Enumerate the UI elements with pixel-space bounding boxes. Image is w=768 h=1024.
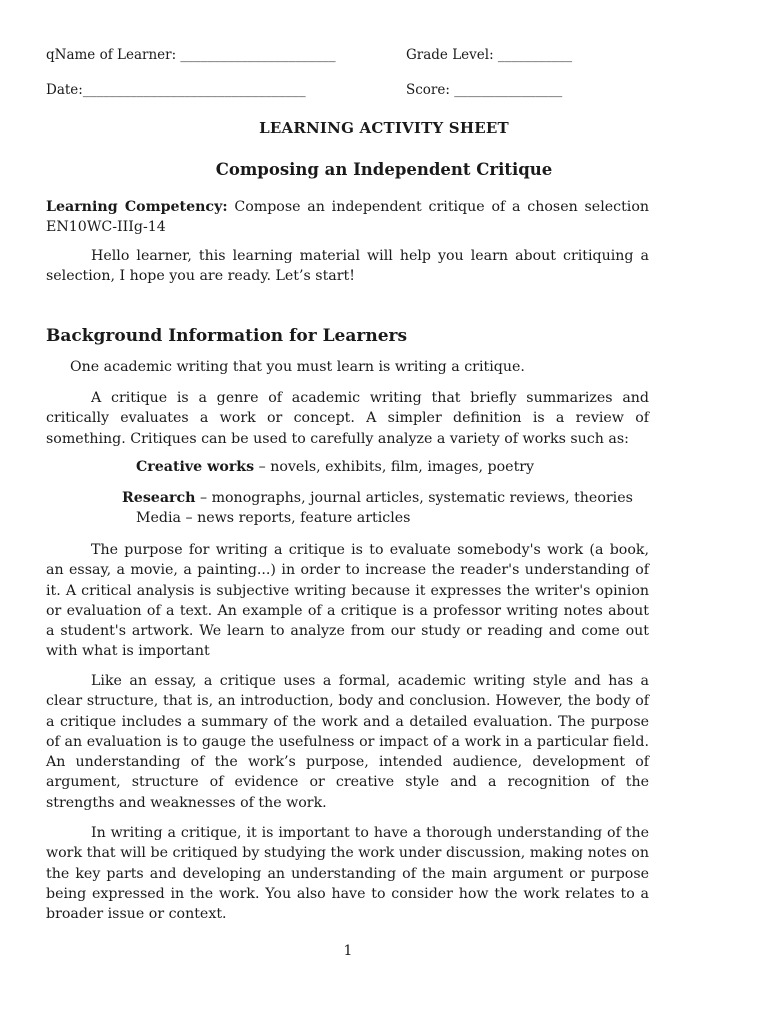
media-item: Media – news reports, feature articles [136, 510, 411, 526]
intro-paragraph: Hello learner, this learning material will help you learn about critiquing a selection, I hope you are ready. Let’s start! [46, 248, 649, 285]
paragraph-5: In writing a critique, it is important to have a thorough understanding of the work that will be critiqued by studying the work under discussion, making notes on the key parts and developing an understanding of the main argument or purpose being expressed in the work. You also have to consider how the work relates to a broader issue or context. [46, 825, 649, 923]
name-of-learner-field: qName of Learner: _______________________ [46, 47, 336, 63]
score-field: Score: ________________ [406, 82, 563, 98]
creative-works-text: – novels, exhibits, film, images, poetry [254, 459, 535, 475]
learning-competency [46, 197, 649, 238]
paragraph-2: A critique is a genre of academic writing that briefly summarizes and critically evaluates a work or concept. A simpler definition is a review of something. Critiques can be used to carefully analyze a variety of works such as: [46, 390, 649, 447]
creative-works-label: Creative works [136, 459, 255, 475]
paragraph-1: One academic writing that you must learn is writing a critique. [70, 359, 525, 375]
creative-works-item [136, 459, 534, 475]
sheet-subtitle: Composing an Independent Critique [215, 160, 553, 179]
competency-text: Compose an independent critique of a chosen selection EN10WC-IIIg-14 [46, 199, 649, 236]
paragraph-4: Like an essay, a critique uses a formal, academic writing style and has a clear structure, that is, an introduction, body and conclusion. However, the body of a critique includes a summary of the work and a detailed evaluation. The purpose of an evaluation is to gauge the usefulness or impact of a work in a particular field. An understanding of the work’s purpose, intended audience, development of argument, structure of evidence or creative style and a recognition of the strengths and weaknesses of the work. [46, 673, 649, 811]
date-field: Date:_________________________________ [46, 82, 306, 98]
competency-label: Learning Competency: [46, 199, 228, 215]
section-heading: Background Information for Learners [46, 326, 408, 346]
paragraph-3: The purpose for writing a critique is to evaluate somebody's work (a book, an essay, a movie, a painting...) in order to increase the reader's understanding of it. A critical analysis is subjective writing because it expresses the writer's opinion or evaluation of a text. An example of a critique is a professor writing notes about a student's artwork. We learn to analyze from our study or reading and come out with what is important [46, 542, 649, 660]
sheet-title: LEARNING ACTIVITY SHEET [259, 119, 509, 137]
research-text: – monographs, journal articles, systematic reviews, theories [195, 490, 633, 506]
research-item [122, 490, 633, 506]
research-label: Research [122, 490, 196, 506]
grade-level-field: Grade Level: ___________ [406, 47, 573, 63]
page-number: 1 [343, 943, 353, 959]
